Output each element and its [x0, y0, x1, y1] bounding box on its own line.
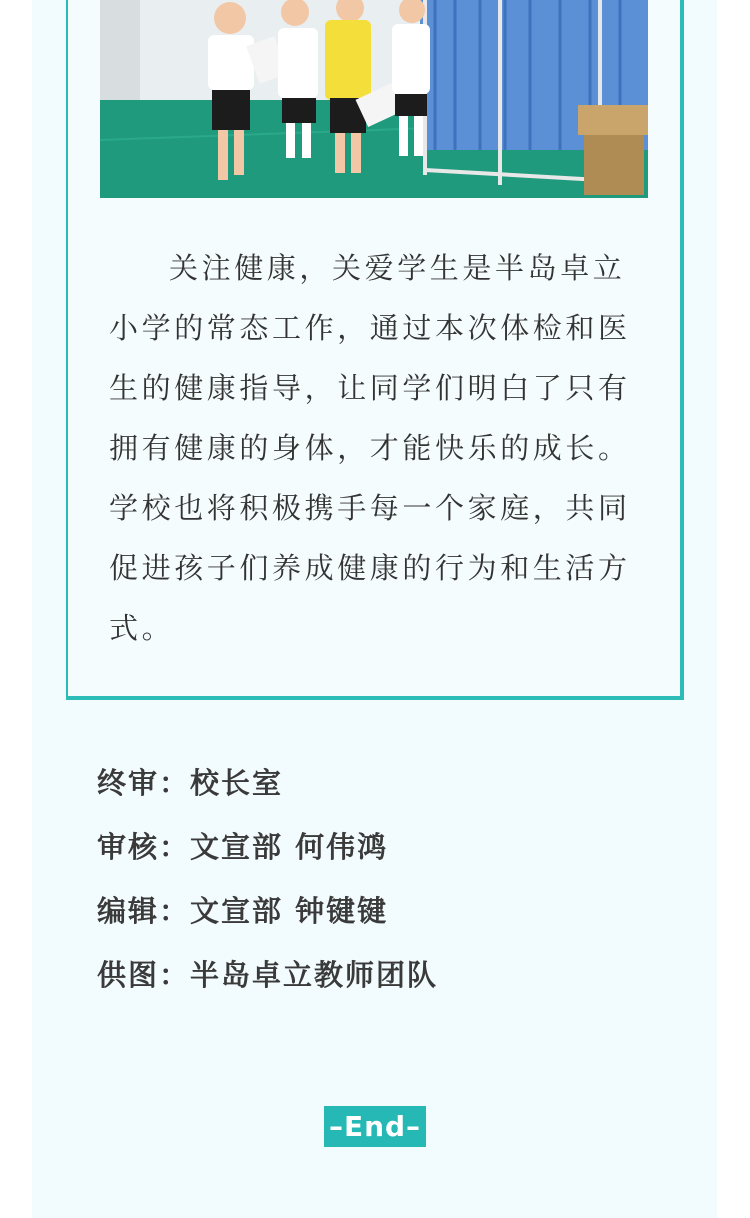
end-badge: –End–	[324, 1106, 426, 1147]
credit-row-review	[97, 824, 438, 888]
photo-illustration	[100, 0, 648, 198]
credit-value: 文宣部 钟键键	[190, 894, 389, 928]
credit-row-editor	[97, 888, 438, 952]
credit-value: 半岛卓立教师团队	[190, 958, 439, 992]
credit-row-photos	[97, 952, 438, 1016]
credit-label: 审核：	[97, 830, 191, 864]
article-paragraph-text: 关注健康，关爱学生是半岛卓立小学的常态工作，通过本次体检和医生的健康指导，让同学们明白了只有拥有健康的身体，才能快乐的成长。学校也将积极携手每一个家庭，共同促进孩子们养成健康的行为和生活方式。	[109, 251, 631, 645]
credit-label: 终审：	[97, 766, 191, 800]
credit-value: 文宣部 何伟鸿	[190, 830, 389, 864]
credit-value: 校长室	[190, 766, 284, 800]
credit-row-final-review	[97, 760, 438, 824]
article-paragraph	[109, 238, 649, 658]
credits-list	[97, 760, 438, 1016]
credit-label: 编辑：	[97, 894, 191, 928]
students-health-check-photo	[100, 0, 648, 198]
credit-label: 供图：	[97, 958, 191, 992]
